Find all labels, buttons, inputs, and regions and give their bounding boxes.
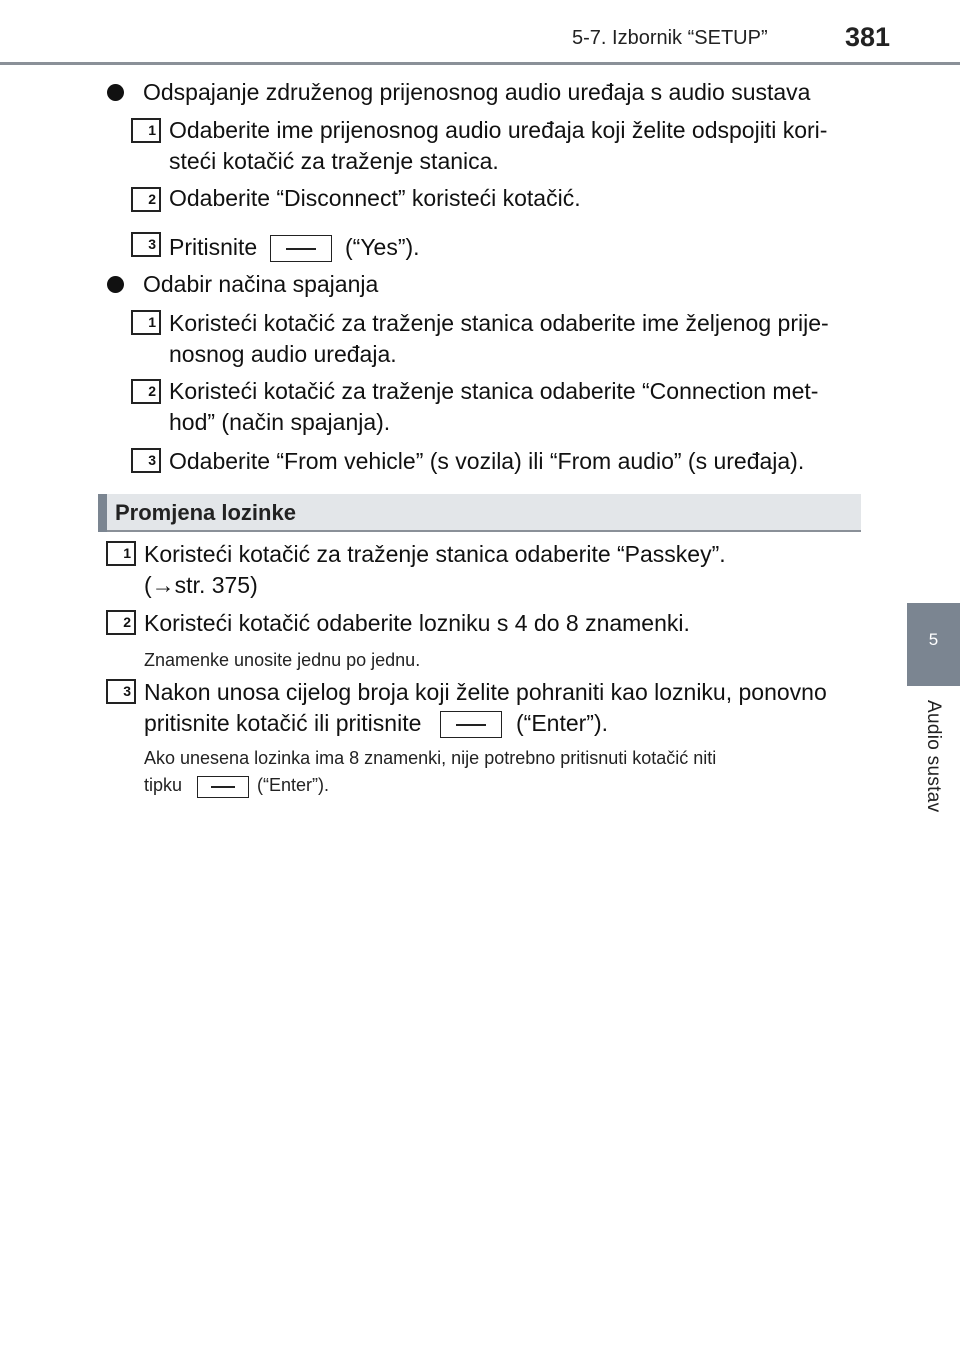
- step-text: Pritisnite: [169, 234, 258, 260]
- step-number-box: 3: [131, 232, 161, 257]
- chapter-number: 5: [928, 630, 939, 649]
- step-text: Nakon unosa cijelog broja koji želite pohraniti kao lozniku, ponovno: [144, 679, 827, 705]
- step-text: hod” (način spajanja).: [169, 409, 391, 435]
- step-number-box: 1: [131, 118, 161, 143]
- step-text: (→str. 375): [144, 572, 258, 598]
- step-note: (“Enter”).: [257, 775, 329, 795]
- step-number-box: 3: [131, 448, 161, 473]
- bullet-icon: [107, 84, 124, 101]
- header-divider: [0, 62, 960, 65]
- step-text: steći kotačić za traženje stanica.: [169, 148, 499, 174]
- section-header: [98, 494, 861, 532]
- chapter-tab: [907, 603, 960, 686]
- step-number-box: 2: [106, 610, 136, 635]
- bullet-icon: [107, 276, 124, 293]
- step-text: Odaberite “Disconnect” koristeći kotačić.: [169, 185, 581, 211]
- step-number-box: 3: [106, 679, 136, 704]
- yes-key-icon: [270, 235, 332, 262]
- block-heading: Odabir načina spajanja: [143, 271, 379, 297]
- section-accent: [98, 494, 107, 532]
- step-text: (“Yes”).: [345, 234, 420, 260]
- section-title: Promjena lozinke: [115, 500, 296, 525]
- step-text: Koristeći kotačić odaberite lozniku s 4 do 8 znamenki.: [144, 610, 690, 636]
- page-number: 381: [845, 22, 891, 52]
- step-text: Odaberite ime prijenosnog audio uređaja koji želite odspojiti kori-: [169, 117, 828, 143]
- step-text: pritisnite kotačić ili pritisnite: [144, 710, 422, 736]
- step-number-box: 1: [131, 310, 161, 335]
- step-text: (“Enter”).: [516, 710, 608, 736]
- step-note: tipku: [144, 775, 183, 795]
- step-text: nosnog audio uređaja.: [169, 341, 397, 367]
- header-title: 5-7. Izbornik “SETUP”: [572, 27, 768, 49]
- step-text: Odaberite “From vehicle” (s vozila) ili “From audio” (s uređaja).: [169, 448, 805, 474]
- step-note: Ako unesena lozinka ima 8 znamenki, nije potrebno pritisnuti kotačić niti: [144, 748, 717, 768]
- chapter-name: Audio sustav: [923, 700, 944, 813]
- step-number-box: 2: [131, 379, 161, 404]
- step-note: Znamenke unosite jednu po jednu.: [144, 650, 421, 670]
- enter-key-icon: [197, 776, 249, 798]
- step-text: Koristeći kotačić za traženje stanica odaberite ime željenog prije-: [169, 310, 829, 336]
- step-number-box: 1: [106, 541, 136, 566]
- step-text: Koristeći kotačić za traženje stanica odaberite “Connection met-: [169, 378, 819, 404]
- block-heading: Odspajanje združenog prijenosnog audio uređaja s audio sustava: [143, 79, 811, 105]
- step-number-box: 2: [131, 187, 161, 212]
- enter-key-icon: [440, 711, 502, 738]
- step-text: Koristeći kotačić za traženje stanica odaberite “Passkey”.: [144, 541, 726, 567]
